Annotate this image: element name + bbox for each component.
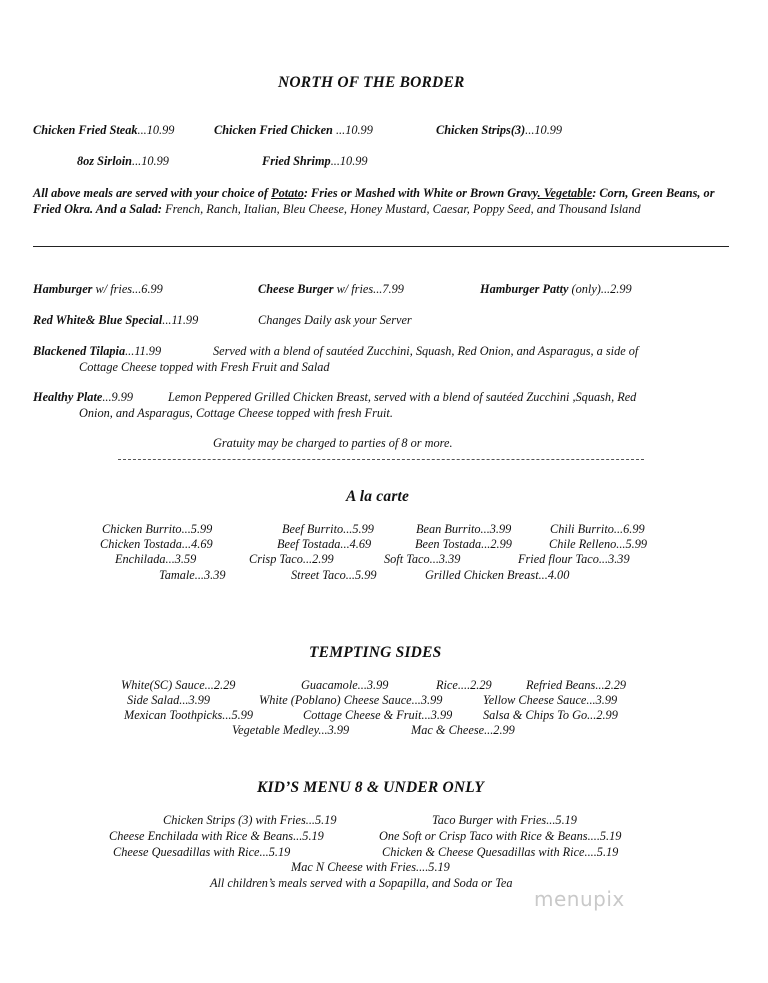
menu-item: Enchilada...3.59 (115, 552, 197, 566)
kids-item: Chicken Strips (3) with Fries...5.19 (163, 813, 337, 827)
menu-item: Crisp Taco...2.99 (249, 552, 334, 566)
menu-item-chicken-strips: Chicken Strips(3)...10.99 (436, 123, 563, 137)
menu-item-blackened-tilapia: Blackened Tilapia...11.99 (33, 344, 162, 358)
kids-item: Cheese Enchilada with Rice & Beans...5.19 (109, 829, 324, 843)
dashed-divider (118, 459, 644, 460)
menu-item: Fried flour Taco...3.39 (518, 552, 630, 566)
side-item: Mexican Toothpicks...5.99 (124, 708, 253, 722)
menu-item: Street Taco...5.99 (291, 568, 377, 582)
menu-item-fried-shrimp: Fried Shrimp...10.99 (262, 154, 368, 168)
menu-item: Chicken Burrito...5.99 (102, 522, 213, 536)
menu-item: Chicken Tostada...4.69 (100, 537, 213, 551)
healthy-plate-description-line2: Onion, and Asparagus, Cottage Cheese topped with fresh Fruit. (79, 406, 393, 420)
menu-item: Chile Relleno...5.99 (549, 537, 648, 551)
menu-item: Bean Burrito...3.99 (416, 522, 512, 536)
kids-menu-title: KID’S MENU 8 & UNDER ONLY (257, 779, 485, 796)
north-meal-note: All above meals are served with your choice of Potato: Fries or Mashed with White or Brown Gravy. Vegetable: Corn, Green Beans, or Fried Okra. And a Salad: French, Ranch, Italian, Bleu Cheese, Honey Mustard, Caesar, Poppy Seed, and Thousand Island (33, 186, 715, 216)
side-item: Mac & Cheese...2.99 (411, 723, 515, 737)
menu-item-hamburger-patty: Hamburger Patty (only)...2.99 (480, 282, 632, 296)
section-divider-line (33, 246, 729, 247)
menu-item-red-white-blue-special: Red White& Blue Special...11.99 (33, 313, 199, 327)
side-item: Yellow Cheese Sauce...3.99 (483, 693, 618, 707)
side-item: Cottage Cheese & Fruit...3.99 (303, 708, 453, 722)
menu-item: Beef Burrito...5.99 (282, 522, 374, 536)
red-white-blue-description: Changes Daily ask your Server (258, 313, 412, 327)
healthy-plate-description-line1: Lemon Peppered Grilled Chicken Breast, served with a blend of sautéed Zucchini ,Squash, Red (168, 390, 637, 404)
side-item: Guacamole...3.99 (301, 678, 389, 692)
menu-item-chicken-fried-steak: Chicken Fried Steak...10.99 (33, 123, 175, 137)
menu-item: Been Tostada...2.99 (415, 537, 512, 551)
side-item: Salsa & Chips To Go...2.99 (483, 708, 618, 722)
north-section-title: NORTH OF THE BORDER (278, 74, 465, 91)
menu-item: Tamale...3.39 (159, 568, 226, 582)
kids-item: Chicken & Cheese Quesadillas with Rice....5.19 (382, 845, 619, 859)
menu-item-healthy-plate: Healthy Plate...9.99 (33, 390, 134, 404)
side-item: White (Poblano) Cheese Sauce...3.99 (259, 693, 443, 707)
kids-item: Cheese Quesadillas with Rice...5.19 (113, 845, 291, 859)
a-la-carte-title: A la carte (346, 488, 410, 505)
tilapia-description-line2: Cottage Cheese topped with Fresh Fruit and Salad (79, 360, 330, 374)
side-item: Vegetable Medley...3.99 (232, 723, 350, 737)
side-item: Refried Beans...2.29 (526, 678, 627, 692)
menu-item-sirloin: 8oz Sirloin...10.99 (77, 154, 169, 168)
menu-item: Beef Tostada...4.69 (277, 537, 372, 551)
gratuity-note: Gratuity may be charged to parties of 8 or more. (213, 436, 453, 450)
kids-meal-note: All children’s meals served with a Sopapilla, and Soda or Tea (210, 876, 513, 890)
tilapia-description-line1: Served with a blend of sautéed Zucchini, Squash, Red Onion, and Asparagus, a side of (213, 344, 639, 358)
menu-item: Soft Taco...3.39 (384, 552, 461, 566)
menu-item: Grilled Chicken Breast...4.00 (425, 568, 570, 582)
side-item: Side Salad...3.99 (127, 693, 210, 707)
menu-item-chicken-fried-chicken: Chicken Fried Chicken ...10.99 (214, 123, 373, 137)
menupix-watermark: menupix (534, 887, 625, 911)
kids-item: Taco Burger with Fries...5.19 (432, 813, 577, 827)
menu-item: Chili Burrito...6.99 (550, 522, 645, 536)
kids-item: One Soft or Crisp Taco with Rice & Beans....5.19 (379, 829, 622, 843)
menu-item-cheese-burger: Cheese Burger w/ fries...7.99 (258, 282, 404, 296)
menu-item-hamburger: Hamburger w/ fries...6.99 (33, 282, 163, 296)
kids-item: Mac N Cheese with Fries....5.19 (291, 860, 450, 874)
tempting-sides-title: TEMPTING SIDES (309, 644, 442, 661)
side-item: Rice....2.29 (436, 678, 492, 692)
side-item: White(SC) Sauce...2.29 (121, 678, 236, 692)
